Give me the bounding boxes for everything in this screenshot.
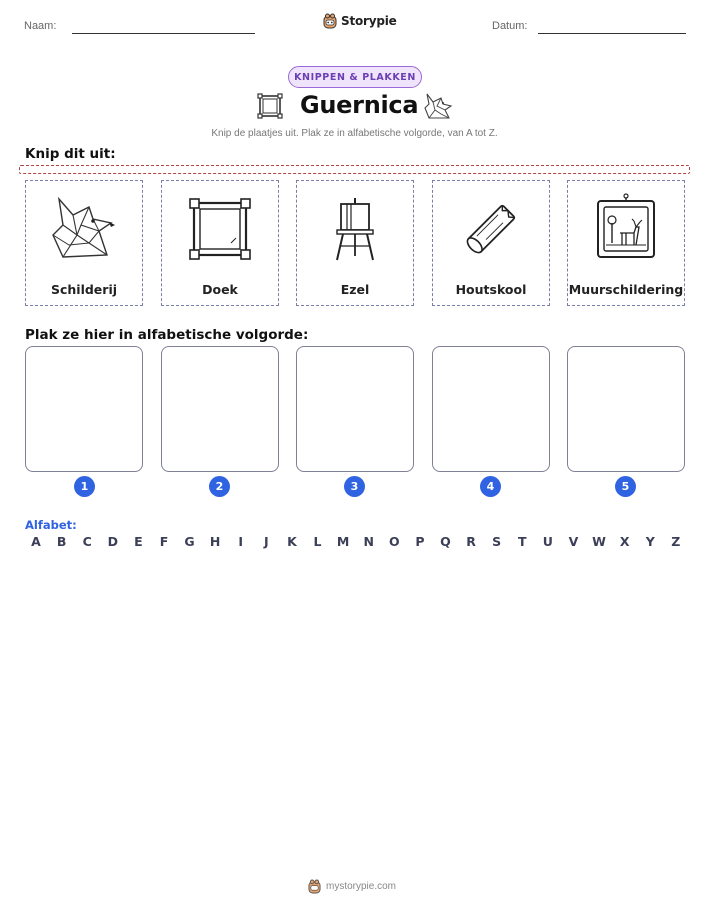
frame-icon [257,93,283,124]
easel-icon [297,189,413,269]
charcoal-icon [433,189,549,269]
wolf-icon [26,189,142,269]
alphabet-letter: F [159,534,169,549]
alphabet-letter: R [466,534,476,549]
alphabet-letter: J [264,534,269,549]
alphabet-letter: Y [645,534,655,549]
number-badge-5: 5 [615,476,636,497]
footer [308,879,396,894]
card-label: Muurschildering [568,282,684,297]
alphabet-letter: W [592,534,606,549]
alphabet-row [26,534,686,549]
cut-card-ezel[interactable] [296,180,414,306]
brand-name: Storypie [341,14,397,28]
paste-section-heading: Plak ze hier in alfabetische volgorde: [25,327,309,343]
alphabet-letter: G [184,534,195,549]
alphabet-letter: U [542,534,553,549]
cut-line [19,165,690,174]
cut-section-heading: Knip dit uit: [25,146,116,162]
cut-card-houtskool[interactable] [432,180,550,306]
alphabet-letter: V [568,534,579,549]
date-line[interactable] [538,33,686,34]
alphabet-letter: X [619,534,630,549]
alphabet-letter: D [107,534,118,549]
alphabet-letter: A [31,534,41,549]
framed-deer-painting-icon [568,189,684,269]
alphabet-letter: Z [671,534,681,549]
alphabet-letter: S [492,534,502,549]
alphabet-heading: Alfabet: [25,518,77,532]
paste-box-2[interactable] [161,346,279,472]
number-badge-3: 3 [344,476,365,497]
activity-badge: KNIPPEN & PLAKKEN [288,66,422,88]
instructions: Knip de plaatjes uit. Plak ze in alfabetische volgorde, van A tot Z. [211,128,498,139]
storypie-mascot-icon [308,879,321,894]
alphabet-letter: C [82,534,92,549]
number-badge-2: 2 [209,476,230,497]
alphabet-letter: E [134,534,143,549]
alphabet-letter: N [363,534,374,549]
wolf-icon [423,92,453,125]
page-title: Guernica [300,91,419,119]
name-label: Naam: [24,20,57,32]
alphabet-letter: P [415,534,425,549]
alphabet-letter: O [388,534,400,549]
alphabet-letter: L [313,534,322,549]
alphabet-letter: B [56,534,67,549]
alphabet-letter: K [287,534,297,549]
paste-box-5[interactable] [567,346,685,472]
frame-icon [162,189,278,269]
card-label: Doek [202,282,238,297]
name-line[interactable] [72,33,255,34]
alphabet-letter: Q [440,534,451,549]
alphabet-letter: T [518,534,527,549]
alphabet-letter: M [336,534,350,549]
brand-logo [323,13,397,29]
paste-box-3[interactable] [296,346,414,472]
number-badge-1: 1 [74,476,95,497]
card-label: Ezel [340,282,370,297]
paste-box-1[interactable] [25,346,143,472]
cut-card-muurschildering[interactable] [567,180,685,306]
alphabet-letter: I [238,534,244,549]
number-badge-4: 4 [480,476,501,497]
card-label: Houtskool [455,282,527,297]
alphabet-letter: H [209,534,221,549]
cut-card-schilderij[interactable] [25,180,143,306]
footer-site[interactable]: mystorypie.com [326,881,397,892]
storypie-mascot-icon [323,13,337,29]
cut-card-doek[interactable] [161,180,279,306]
date-label: Datum: [492,20,528,32]
card-label: Schilderij [50,282,118,297]
paste-box-4[interactable] [432,346,550,472]
